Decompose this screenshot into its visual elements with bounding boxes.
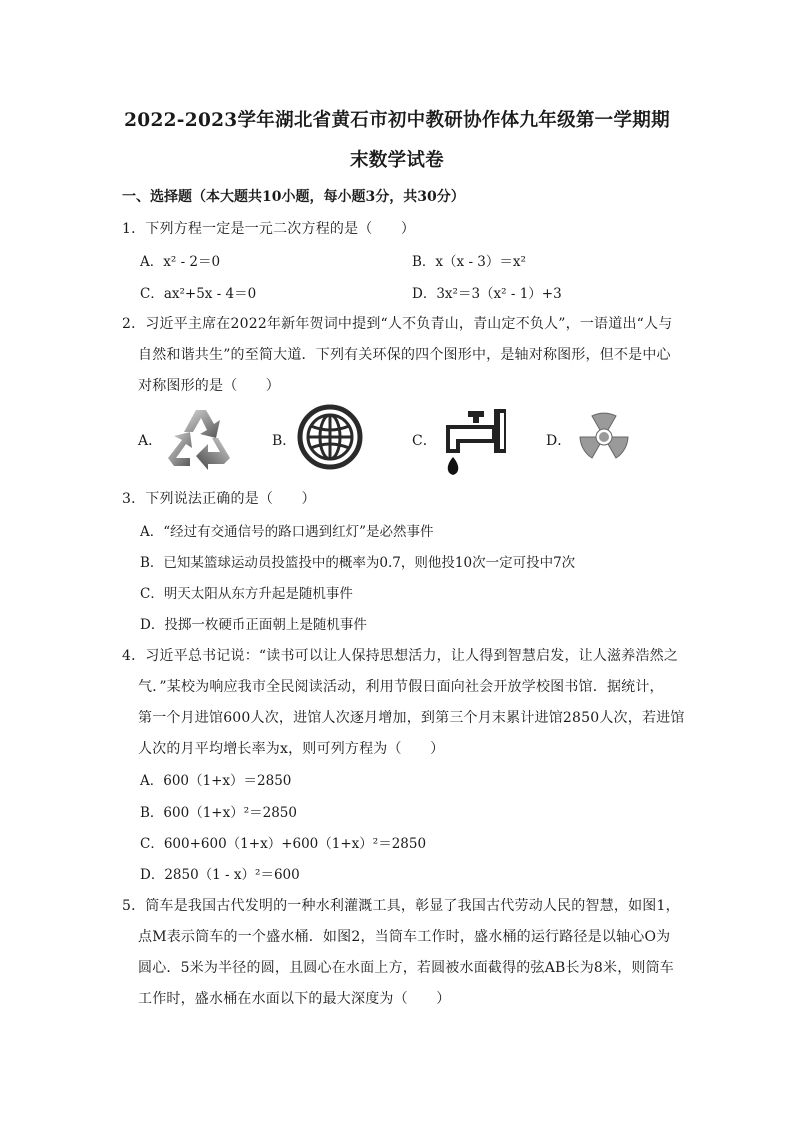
q4-option-c: C．600+600（1+x）+600（1+x）²＝2850 — [140, 836, 427, 852]
globe-icon — [297, 404, 363, 470]
q4-line4: 人次的月平均增长率为x，则可列方程为（ ） — [138, 741, 445, 757]
q4-line3: 第一个月进馆600人次，进馆人次逐月增加，到第三个月末累计进馆2850人次，若进馆 — [138, 710, 685, 726]
q3-option-a: A．“经过有交通信号的路口遇到红灯”是必然事件 — [140, 524, 434, 540]
q2-line3: 对称图形的是（ ） — [138, 378, 280, 394]
q3-option-c: C．明天太阳从东方升起是随机事件 — [140, 586, 353, 602]
section-heading: 一、选择题（本大题共10小题，每小题3分，共30分） — [122, 189, 465, 205]
radiation-icon — [570, 404, 638, 470]
q1-stem: 1．下列方程一定是一元二次方程的是（ ） — [122, 221, 416, 237]
q1-option-b: B．x（x - 3）＝x² — [412, 254, 526, 270]
faucet-icon — [436, 405, 516, 477]
q5-line3: 圆心．5米为半径的圆，且圆心在水面上方，若圆被水面截得的弦AB长为8米，则筒车 — [138, 960, 675, 976]
q2-label-b: B． — [272, 433, 297, 449]
q3-stem: 3．下列说法正确的是（ ） — [122, 491, 316, 507]
q3-option-d: D．投掷一枚硬币正面朝上是随机事件 — [140, 617, 367, 633]
q4-option-b: B．600（1+x）²＝2850 — [140, 805, 297, 821]
q4-line2: 气．”某校为响应我市全民阅读活动，利用节假日面向社会开放学校图书馆．据统计， — [138, 679, 664, 695]
q2-label-d: D． — [546, 433, 572, 449]
q4-line1: 4．习近平总书记说：“读书可以让人保持思想活力，让人得到智慧启发，让人滋养浩然之 — [122, 648, 679, 664]
q1-option-c: C．ax²+5x - 4＝0 — [140, 286, 257, 302]
q3-option-b: B．已知某篮球运动员投篮投中的概率为0.7，则他投10次一定可投中7次 — [140, 555, 576, 571]
q2-label-c: C． — [412, 433, 437, 449]
exam-title-line1: 2022-2023学年湖北省黄石市初中教研协作体九年级第一学期期 — [124, 110, 670, 131]
q2-line1: 2．习近平主席在2022年新年贺词中提到“人不负青山，青山定不负人”，一语道出“人与 — [122, 316, 673, 332]
q1-option-d: D．3x²＝3（x² - 1）+3 — [412, 286, 562, 302]
q5-line1: 5．筒车是我国古代发明的一种水利灌溉工具，彰显了我国古代劳动人民的智慧，如图1， — [122, 898, 680, 914]
q1-option-a: A．x² - 2＝0 — [140, 254, 221, 270]
q4-option-a: A．600（1+x）＝2850 — [140, 773, 292, 789]
recycle-icon — [162, 402, 236, 472]
q5-line2: 点M表示筒车的一个盛水桶．如图2，当筒车工作时，盛水桶的运行路径是以轴心O为 — [138, 929, 671, 945]
q2-line2: 自然和谐共生”的至简大道．下列有关环保的四个图形中，是轴对称图形，但不是中心 — [138, 347, 671, 363]
exam-title-line2: 末数学试卷 — [349, 150, 444, 171]
q5-line4: 工作时，盛水桶在水面以下的最大深度为（ ） — [138, 991, 451, 1007]
q4-option-d: D．2850（1 - x）²＝600 — [140, 867, 300, 883]
q2-label-a: A． — [138, 433, 163, 449]
